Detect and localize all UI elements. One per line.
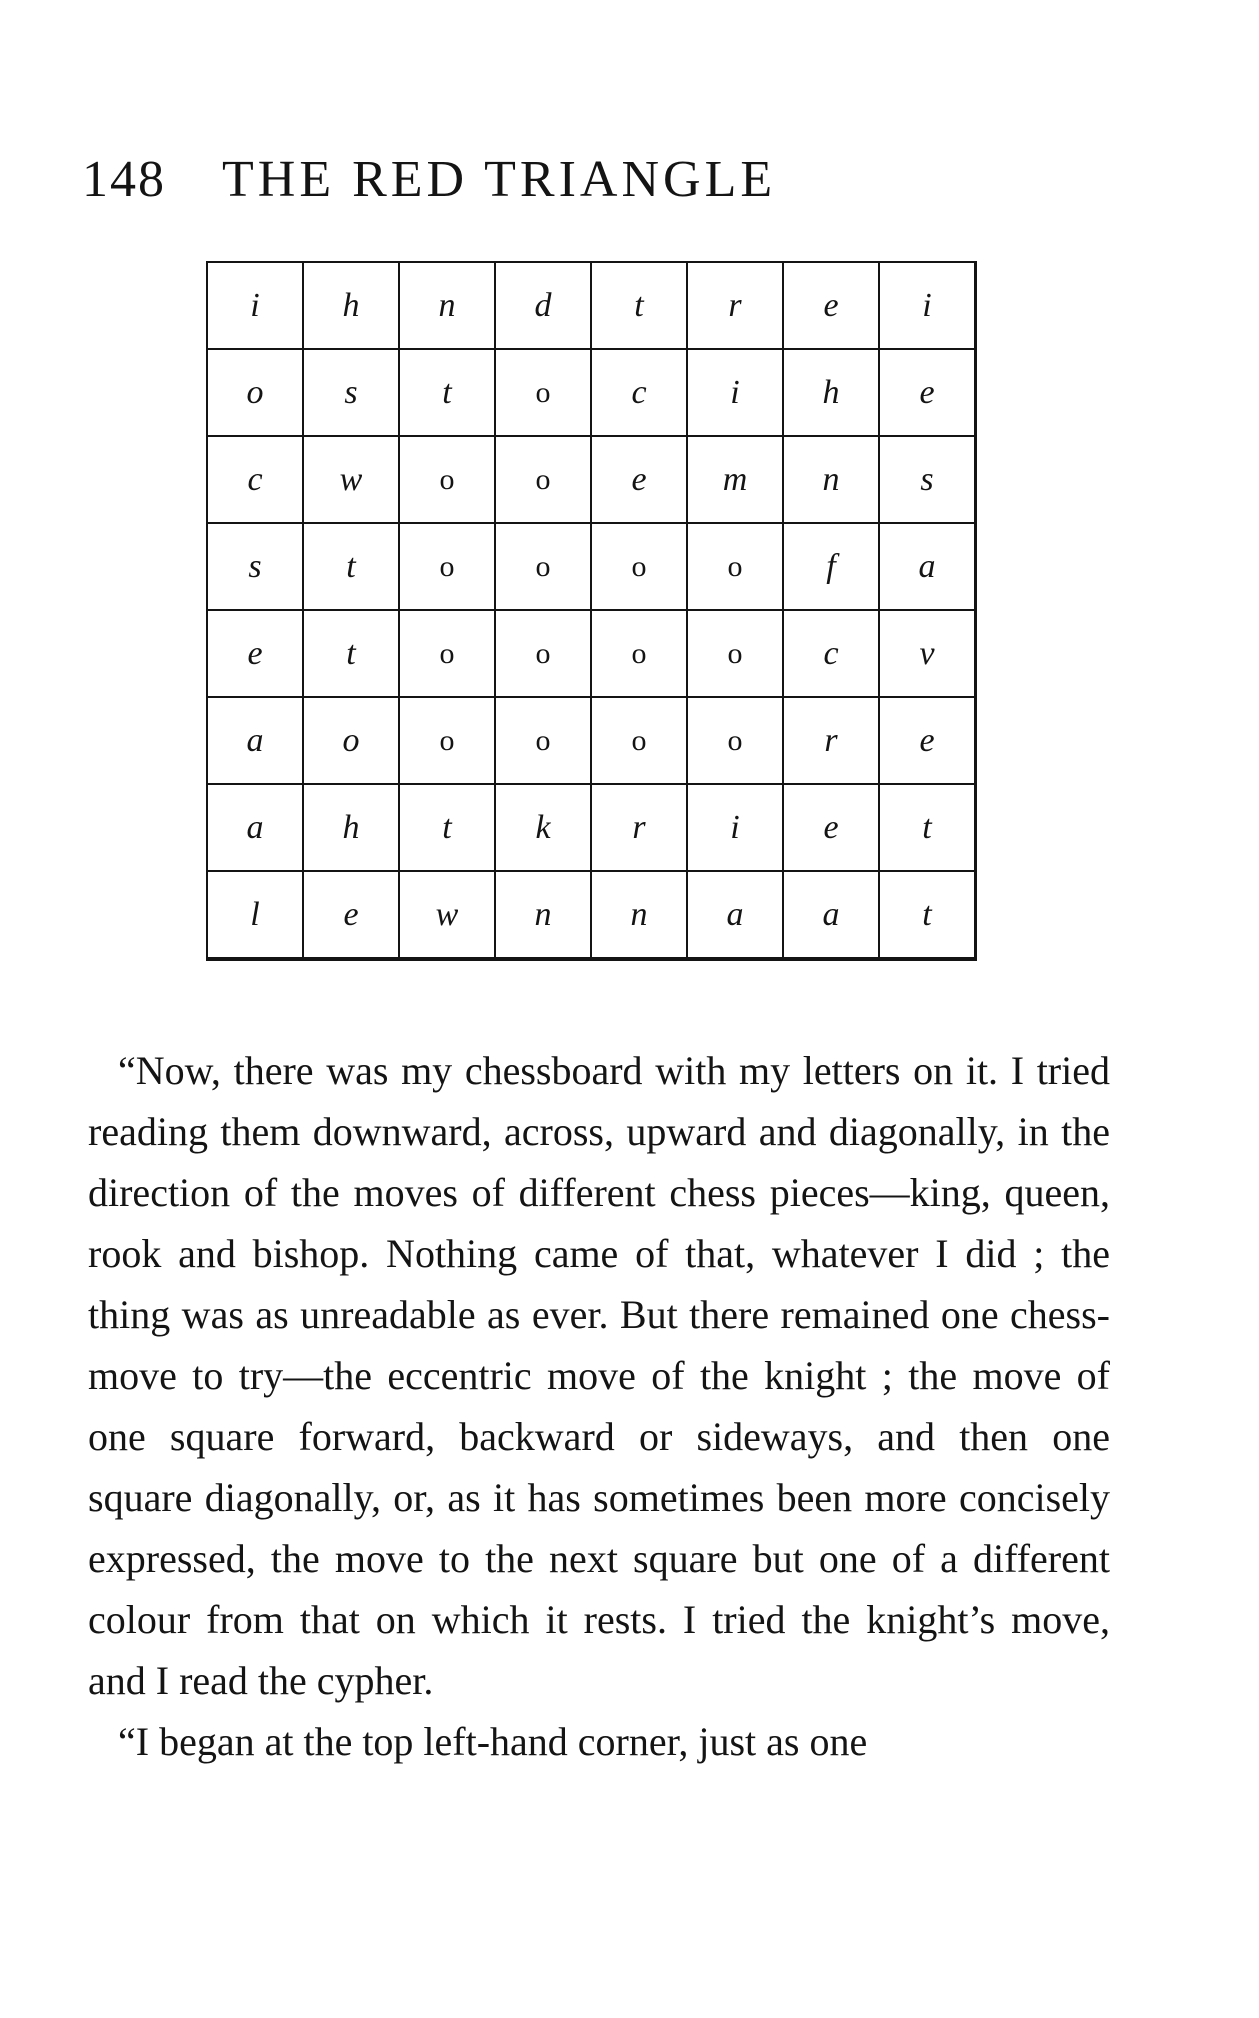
grid-cell: o <box>207 349 303 436</box>
grid-cell: o <box>495 523 591 610</box>
grid-cell: r <box>687 262 783 349</box>
grid-cell: o <box>495 697 591 784</box>
grid-cell: t <box>399 349 495 436</box>
grid-cell: o <box>591 610 687 697</box>
grid-cell: m <box>687 436 783 523</box>
grid-cell: o <box>399 697 495 784</box>
grid-row <box>207 436 976 523</box>
grid-cell: t <box>303 610 399 697</box>
running-title: THE RED TRIANGLE <box>222 151 777 208</box>
grid-cell: c <box>783 610 879 697</box>
grid-cell: s <box>303 349 399 436</box>
grid-cell: o <box>495 349 591 436</box>
grid-cell: o <box>591 523 687 610</box>
grid-cell: i <box>879 262 976 349</box>
grid-cell: a <box>879 523 976 610</box>
grid-cell: k <box>495 784 591 871</box>
cipher-grid <box>206 261 977 961</box>
grid-cell: e <box>591 436 687 523</box>
grid-cell: a <box>207 784 303 871</box>
grid-cell: n <box>591 871 687 959</box>
grid-row <box>207 349 976 436</box>
grid-row <box>207 871 976 959</box>
grid-cell: l <box>207 871 303 959</box>
grid-row <box>207 697 976 784</box>
grid-cell: f <box>783 523 879 610</box>
grid-cell: e <box>207 610 303 697</box>
grid-row <box>207 610 976 697</box>
paragraph: “I began at the top left-hand corner, just as one <box>118 1719 868 1764</box>
grid-cell: e <box>783 262 879 349</box>
grid-row <box>207 523 976 610</box>
grid-cell: o <box>399 610 495 697</box>
grid-row <box>207 784 976 871</box>
paragraph: “Now, there was my chessboard with my letters on it. I tried reading them downward, across, upward and diagonally, in the direction of the moves of different chess pieces—king, queen, rook and bishop. Nothing came of that, whatever I did ; the thing was as unreadable as ever. But there remained one chess-move to try—the eccentric move of the knight ; the move of one square forward, backward or sideways, and then one square diagonally, or, as it has sometimes been more concisely expressed, the move to the next square but one of a different colour from that on which it rests. I tried the knight’s move, and I read the cypher. <box>88 1048 1110 1703</box>
grid-cell: a <box>207 697 303 784</box>
grid-cell: w <box>399 871 495 959</box>
grid-cell: s <box>207 523 303 610</box>
grid-cell: h <box>783 349 879 436</box>
grid-cell: n <box>783 436 879 523</box>
grid-cell: o <box>495 610 591 697</box>
grid-cell: i <box>207 262 303 349</box>
grid-cell: s <box>879 436 976 523</box>
grid-cell: t <box>303 523 399 610</box>
grid-cell: a <box>687 871 783 959</box>
grid-cell: i <box>687 784 783 871</box>
grid-cell: i <box>687 349 783 436</box>
grid-cell: v <box>879 610 976 697</box>
grid-cell: o <box>399 436 495 523</box>
grid-cell: e <box>879 349 976 436</box>
grid-cell: n <box>495 871 591 959</box>
grid-cell: t <box>591 262 687 349</box>
grid-cell: t <box>879 784 976 871</box>
grid-cell: e <box>303 871 399 959</box>
grid-row <box>207 262 976 349</box>
grid-cell: e <box>879 697 976 784</box>
grid-cell: w <box>303 436 399 523</box>
grid-cell: h <box>303 262 399 349</box>
grid-cell: t <box>399 784 495 871</box>
grid-cell: o <box>687 697 783 784</box>
grid-cell: o <box>399 523 495 610</box>
grid-cell: d <box>495 262 591 349</box>
grid-cell: c <box>591 349 687 436</box>
grid-cell: o <box>495 436 591 523</box>
running-header <box>82 150 776 209</box>
grid-cell: r <box>783 697 879 784</box>
grid-cell: o <box>303 697 399 784</box>
grid-cell: c <box>207 436 303 523</box>
grid-cell: o <box>687 610 783 697</box>
grid-cell: e <box>783 784 879 871</box>
grid-cell: o <box>687 523 783 610</box>
grid-cell: r <box>591 784 687 871</box>
grid-cell: a <box>783 871 879 959</box>
grid-cell: n <box>399 262 495 349</box>
grid-cell: o <box>591 697 687 784</box>
grid-cell: t <box>879 871 976 959</box>
body-text <box>88 1040 1110 1772</box>
page-number: 148 <box>82 151 166 208</box>
grid-cell: h <box>303 784 399 871</box>
